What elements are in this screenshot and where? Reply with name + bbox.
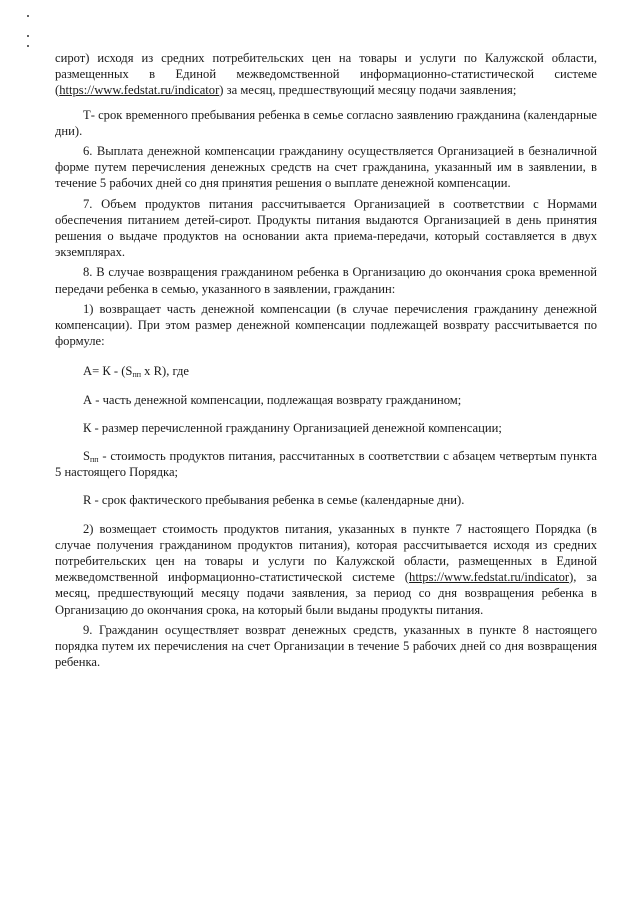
subscript: пп: [90, 455, 99, 465]
definition-a: А - часть денежной компенсации, подлежащая возврату гражданином;: [83, 392, 462, 407]
formula: [83, 363, 597, 379]
formula-tail: х R), где: [141, 364, 190, 379]
text: - стоимость продуктов питания, рассчитанных в соответствии с абзацем четвертым пункта 5 настоящего Порядка;: [55, 449, 597, 480]
formula-lead: А= К - (S: [83, 364, 133, 379]
text: сирот) исходя из средних потребительских цен на товары и услуги по Калужской области, размещенных в Единой межведомственной информационно-статистической системе (: [55, 51, 597, 98]
paragraph-item-6: 6. Выплата денежной компенсации гражданину осуществляется Организацией в безналичной форме путем перечисления денежных средств на счет гражданина, указанный им в заявлении, в течение 5 рабочих дней со дня принятия решения о выплате денежной компенсации.: [55, 144, 597, 191]
paragraph-continuation: [55, 50, 597, 99]
definitions: [55, 392, 597, 509]
document-page: [55, 50, 597, 675]
text: S: [83, 449, 91, 464]
definition-s: [55, 448, 597, 480]
fedstat-link[interactable]: https://www.fedstat.ru/indicator: [59, 83, 220, 98]
paragraph-item-9: 9. Гражданин осуществляет возврат денежных средств, указанных в пункте 8 настоящего порядка путем их перечисления на счет Организации в течение 5 рабочих дней со дня возвращения ребенка.: [55, 622, 597, 670]
margin-dot: [27, 45, 29, 47]
text: ), за месяц, предшествующий месяцу подачи заявления, за период со дня возвращения ребенка в Организацию до окончания срока, на который были выданы продукты питания.: [55, 570, 597, 617]
margin-dot: [27, 35, 29, 37]
formula-subscript: пп: [132, 370, 141, 380]
margin-dot: [27, 15, 29, 17]
paragraph-item-7: 7. Объем продуктов питания рассчитывается Организацией в соответствии с Нормами обеспечения питанием детей-сирот. Продукты питания выдаются Организацией в день принятия решения о выдаче продуктов на основании акта приема-передачи, который составляется в двух экземплярах.: [55, 196, 597, 260]
paragraph-subitem-1: 1) возвращает часть денежной компенсации (в случае перечисления гражданину денежной компенсации). При этом размер денежной компенсации подлежащей возврату рассчитывается по формуле:: [55, 301, 597, 349]
text: 2) возмещает стоимость продуктов питания, указанных в пункте 7 настоящего Порядка (в случае получения гражданином продуктов питания), которая рассчитывается исходя из средних потребительских цен на товары и услуги по Калужской области, размещенных в Единой межведомственной информационно-статистической системе (: [55, 521, 597, 585]
text: ) за месяц, предшествующий месяцу подачи заявления;: [219, 83, 517, 98]
paragraph-subitem-2: [55, 521, 597, 618]
definition-k: К - размер перечисленной гражданину Организацией денежной компенсации;: [83, 420, 502, 435]
definition-r: R - срок фактического пребывания ребенка в семье (календарные дни).: [83, 493, 465, 508]
fedstat-link[interactable]: https://www.fedstat.ru/indicator: [409, 570, 570, 585]
paragraph-item-8: 8. В случае возвращения гражданином ребенка в Организацию до окончания срока временной передачи ребенка в семью, указанного в заявлении, гражданин:: [55, 265, 597, 296]
paragraph-t-definition: Т- срок временного пребывания ребенка в семье согласно заявлению гражданина (календарные дни).: [55, 107, 597, 138]
